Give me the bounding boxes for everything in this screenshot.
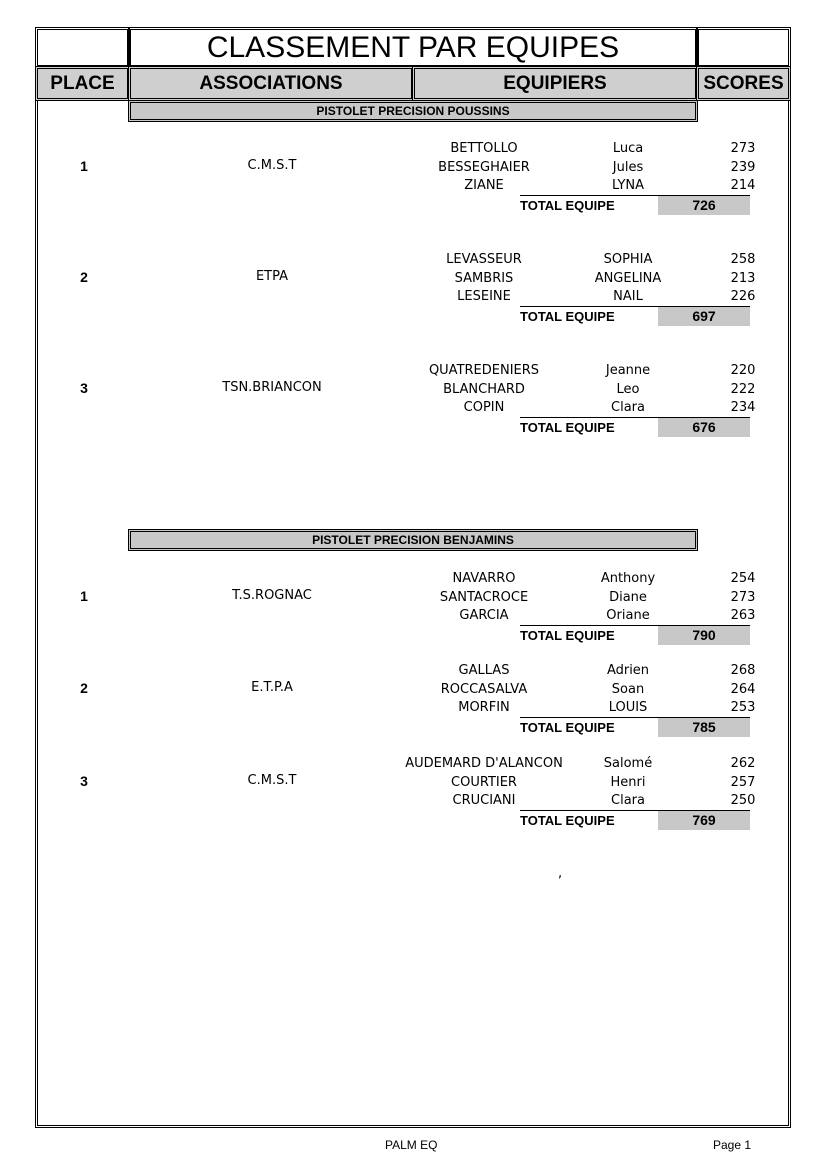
team-block xyxy=(38,362,788,436)
member-score: 220 xyxy=(730,363,756,378)
team-block xyxy=(38,755,788,829)
col-header-scores: SCORES xyxy=(696,66,791,101)
team-total-label: TOTAL EQUIPE xyxy=(520,628,615,643)
stray-mark: , xyxy=(558,866,563,881)
member-row xyxy=(414,288,788,306)
member-row xyxy=(414,362,788,380)
member-last-name: MORFIN xyxy=(458,700,510,715)
member-row xyxy=(414,681,788,699)
team-total-label: TOTAL EQUIPE xyxy=(520,813,615,828)
member-score: 234 xyxy=(730,400,756,415)
member-row xyxy=(414,270,788,288)
member-first-name: Henri xyxy=(610,774,646,790)
member-last-name: SANTACROCE xyxy=(439,589,529,605)
team-total-score: 726 xyxy=(658,196,750,215)
team-total-label: TOTAL EQUIPE xyxy=(520,420,615,435)
team-total-score: 790 xyxy=(658,626,750,645)
team-total xyxy=(520,417,750,437)
team-total-score: 697 xyxy=(658,307,750,326)
member-score: 213 xyxy=(730,270,756,286)
member-row xyxy=(414,251,788,269)
member-first-name: Luca xyxy=(612,141,644,156)
team-place: 3 xyxy=(80,380,88,396)
member-first-name: Jules xyxy=(612,159,644,175)
team-place: 2 xyxy=(80,680,88,696)
member-row xyxy=(414,177,788,195)
section-title: PISTOLET PRECISION POUSSINS xyxy=(128,100,698,122)
member-row xyxy=(414,140,788,158)
member-score: 254 xyxy=(730,571,756,586)
team-association: ETPA xyxy=(255,269,289,284)
team-association: T.S.ROGNAC xyxy=(232,588,312,603)
member-first-name: SOPHIA xyxy=(603,252,653,267)
member-score: 273 xyxy=(730,141,756,156)
member-row xyxy=(414,792,788,810)
team-total-label: TOTAL EQUIPE xyxy=(520,720,615,735)
member-last-name: SAMBRIS xyxy=(454,270,514,286)
member-row xyxy=(414,662,788,680)
member-row xyxy=(414,589,788,607)
footer-page-number: Page 1 xyxy=(713,1138,752,1152)
member-last-name: ZIANE xyxy=(464,178,504,193)
col-header-place: PLACE xyxy=(35,66,130,101)
member-first-name: Leo xyxy=(616,381,640,397)
member-first-name: Adrien xyxy=(606,663,650,678)
member-score: 253 xyxy=(730,700,756,715)
member-last-name: BLANCHARD xyxy=(443,381,525,397)
member-last-name: NAVARRO xyxy=(452,571,516,586)
member-row xyxy=(414,381,788,399)
member-score: 262 xyxy=(730,756,756,771)
member-first-name: Jeanne xyxy=(605,363,651,378)
team-total-score: 785 xyxy=(658,718,750,737)
team-block xyxy=(38,140,788,214)
member-first-name: Clara xyxy=(611,793,645,808)
member-last-name: LEVASSEUR xyxy=(446,252,522,267)
member-first-name: Soan xyxy=(611,681,645,697)
member-first-name: Oriane xyxy=(606,608,650,623)
member-last-name: BESSEGHAIER xyxy=(438,159,530,175)
member-score: 222 xyxy=(730,381,756,397)
member-score: 257 xyxy=(730,774,756,790)
team-total-label: TOTAL EQUIPE xyxy=(520,309,615,324)
team-total xyxy=(520,625,750,645)
footer-document-name: PALM EQ xyxy=(385,1138,438,1152)
member-last-name: BETTOLLO xyxy=(450,141,518,156)
team-association: E.T.P.A xyxy=(251,680,293,695)
col-header-associations: ASSOCIATIONS xyxy=(128,66,414,101)
team-association: C.M.S.T xyxy=(247,773,297,788)
team-total-score: 769 xyxy=(658,811,750,830)
team-total xyxy=(520,306,750,326)
team-association: C.M.S.T xyxy=(247,158,297,173)
member-last-name: CRUCIANI xyxy=(452,793,516,808)
member-row xyxy=(414,570,788,588)
header-blank-right xyxy=(696,27,791,68)
member-row xyxy=(414,607,788,625)
page-title: CLASSEMENT PAR EQUIPES xyxy=(128,27,698,68)
team-block xyxy=(38,251,788,325)
member-row xyxy=(414,774,788,792)
member-first-name: Clara xyxy=(611,400,645,415)
member-first-name: NAIL xyxy=(613,289,643,304)
team-total xyxy=(520,810,750,830)
member-row xyxy=(414,699,788,717)
member-last-name: COPIN xyxy=(463,400,505,415)
col-header-equipiers: EQUIPIERS xyxy=(412,66,698,101)
member-score: 250 xyxy=(730,793,756,808)
member-last-name: AUDEMARD D'ALANCON xyxy=(405,756,563,771)
team-place: 2 xyxy=(80,269,88,285)
member-score: 268 xyxy=(730,663,756,678)
member-first-name: Diane xyxy=(609,589,647,605)
member-score: 239 xyxy=(730,159,756,175)
team-block xyxy=(38,662,788,736)
member-first-name: LOUIS xyxy=(608,700,648,715)
member-last-name: COURTIER xyxy=(451,774,517,790)
member-first-name: Salomé xyxy=(603,756,653,771)
member-last-name: LESEINE xyxy=(457,289,511,304)
member-score: 226 xyxy=(730,289,756,304)
header-blank-left xyxy=(35,27,130,68)
member-last-name: ROCCASALVA xyxy=(440,681,528,697)
team-block xyxy=(38,570,788,644)
member-score: 273 xyxy=(730,589,756,605)
team-place: 1 xyxy=(80,158,88,174)
team-place: 3 xyxy=(80,773,88,789)
member-last-name: QUATREDENIERS xyxy=(428,363,540,378)
team-total-score: 676 xyxy=(658,418,750,437)
section-title: PISTOLET PRECISION BENJAMINS xyxy=(128,529,698,551)
team-association: TSN.BRIANCON xyxy=(222,380,322,395)
member-last-name: GARCIA xyxy=(459,608,509,623)
member-row xyxy=(414,399,788,417)
team-total-label: TOTAL EQUIPE xyxy=(520,198,615,213)
member-row xyxy=(414,159,788,177)
member-first-name: Anthony xyxy=(600,571,656,586)
member-score: 214 xyxy=(730,178,756,193)
team-place: 1 xyxy=(80,588,88,604)
team-total xyxy=(520,195,750,215)
member-score: 258 xyxy=(730,252,756,267)
member-score: 263 xyxy=(730,608,756,623)
member-first-name: LYNA xyxy=(611,178,645,193)
team-total xyxy=(520,717,750,737)
member-first-name: ANGELINA xyxy=(594,270,662,286)
member-row xyxy=(405,755,788,773)
member-last-name: GALLAS xyxy=(458,663,510,678)
member-score: 264 xyxy=(730,681,756,697)
